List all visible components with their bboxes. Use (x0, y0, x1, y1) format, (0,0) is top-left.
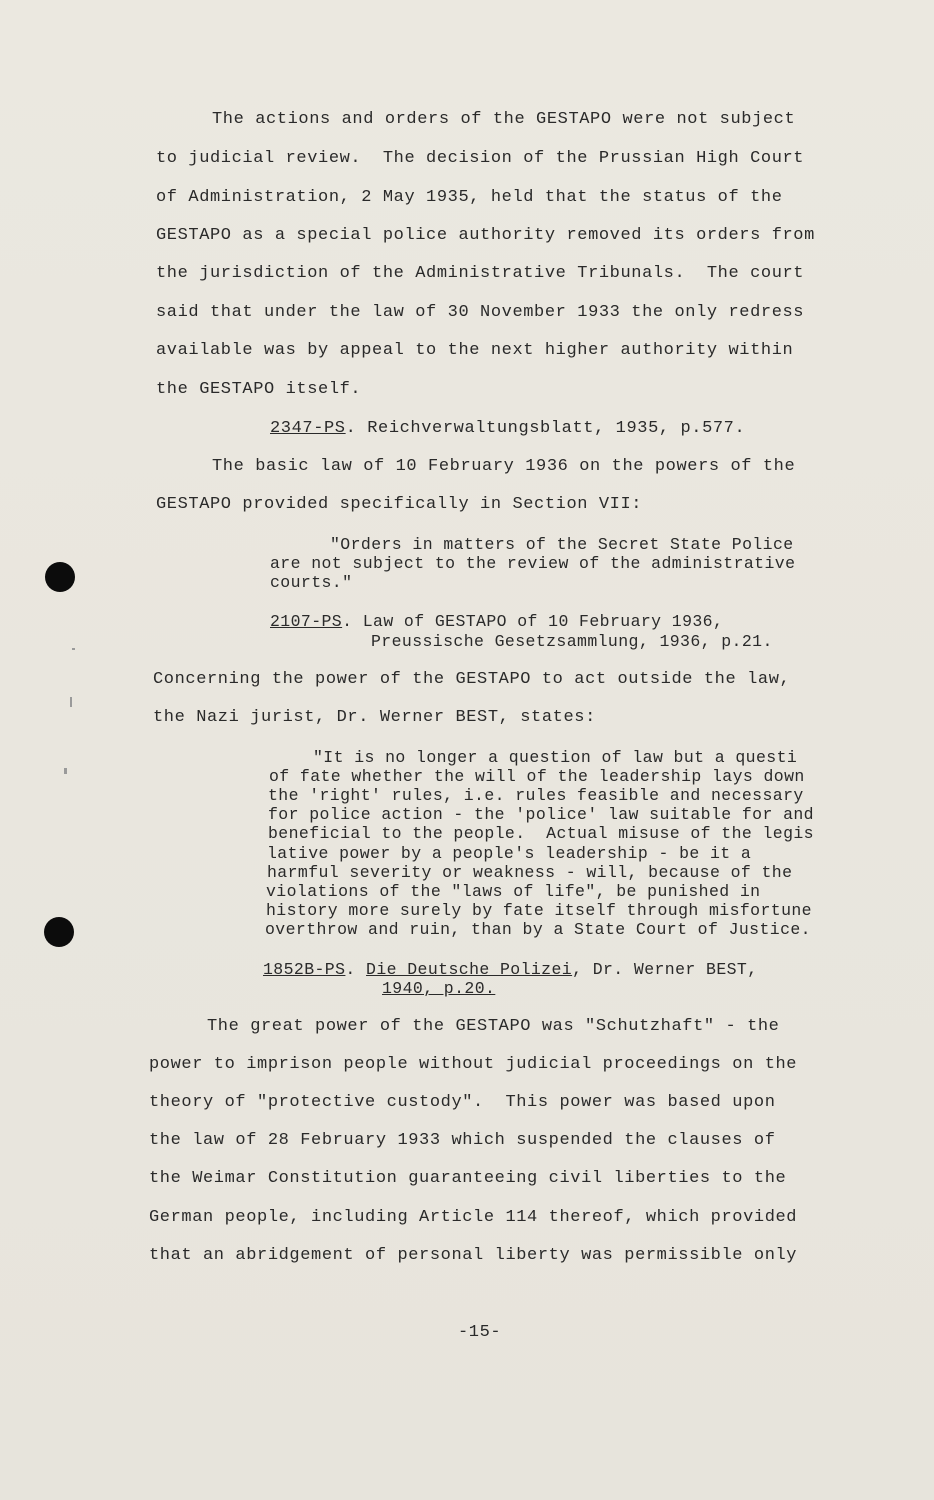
citation (270, 612, 723, 632)
paragraph-line: GESTAPO as a special police authority removed its orders from (156, 226, 815, 245)
quote-line: courts." (270, 573, 353, 592)
citation-ref: 1852B-PS (263, 960, 346, 979)
citation-title: Die Deutsche Polizei (366, 960, 573, 979)
citation (263, 960, 758, 980)
quote-line: for police action - the 'police' law suitable for and (268, 805, 814, 824)
citation-text: . Law of GESTAPO of 10 February 1936, (342, 612, 724, 631)
quote-line: the 'right' rules, i.e. rules feasible and necessary (268, 786, 804, 805)
citation-text: , Dr. Werner BEST, (572, 960, 758, 979)
quote-line: history more surely by fate itself through misfortune (266, 901, 812, 920)
margin-mark (64, 768, 67, 774)
paragraph-line: GESTAPO provided specifically in Section VII: (156, 495, 643, 514)
paragraph-line: the law of 28 February 1933 which suspended the clauses of (149, 1131, 776, 1150)
quote-line: overthrow and ruin, than by a State Court of Justice. (265, 920, 811, 939)
punch-hole-bottom (44, 917, 74, 947)
paragraph-line: the Weimar Constitution guaranteeing civil liberties to the (149, 1169, 787, 1188)
quote-line: of fate whether the will of the leadership lays down (269, 767, 805, 786)
punch-hole-top (45, 562, 75, 592)
citation-ref: 2347-PS (270, 419, 346, 438)
quote-line: lative power by a people's leadership - be it a (267, 844, 752, 863)
citation-line: 1940, p.20. (382, 979, 496, 998)
quote-line: harmful severity or weakness - will, because of the (267, 863, 793, 882)
paragraph-line: of Administration, 2 May 1935, held that the status of the (156, 188, 783, 207)
paragraph-line: that an abridgement of personal liberty was permissible only (149, 1246, 798, 1265)
paragraph-line: The basic law of 10 February 1936 on the powers of the (212, 457, 796, 476)
quote-line: violations of the "laws of life", be punished in (266, 882, 761, 901)
margin-mark (72, 648, 75, 650)
paragraph-line: the Nazi jurist, Dr. Werner BEST, states: (153, 708, 596, 727)
quote-line: "It is no longer a question of law but a questi (313, 748, 798, 767)
quote-line: "Orders in matters of the Secret State Police (330, 535, 794, 554)
paragraph-line: theory of "protective custody". This power was based upon (149, 1093, 776, 1112)
paragraph-line: said that under the law of 30 November 1933 the only redress (156, 303, 805, 322)
paragraph-line: Concerning the power of the GESTAPO to act outside the law, (153, 670, 791, 689)
paragraph-line: available was by appeal to the next higher authority within (156, 341, 794, 360)
citation-line: Preussische Gesetzsammlung, 1936, p.21. (371, 632, 773, 651)
paragraph-line: power to imprison people without judicial proceedings on the (149, 1055, 798, 1074)
paragraph-line: German people, including Article 114 thereof, which provided (149, 1208, 798, 1227)
paragraph-line: the jurisdiction of the Administrative Tribunals. The court (156, 264, 805, 283)
citation-ref: 2107-PS (270, 612, 343, 631)
citation-text: . Reichverwaltungsblatt, 1935, p.577. (345, 419, 746, 438)
paragraph-line: The great power of the GESTAPO was "Schutzhaft" - the (207, 1017, 780, 1036)
citation-sep: . (345, 960, 356, 979)
paragraph-line: the GESTAPO itself. (156, 380, 362, 399)
margin-mark (70, 697, 72, 707)
page-number: -15- (458, 1323, 502, 1342)
quote-line: are not subject to the review of the administrative (270, 554, 796, 573)
paragraph-line: to judicial review. The decision of the Prussian High Court (156, 149, 805, 168)
paragraph-line: The actions and orders of the GESTAPO were not subject (212, 110, 796, 129)
citation (270, 419, 745, 438)
quote-line: beneficial to the people. Actual misuse of the legis (268, 824, 814, 843)
